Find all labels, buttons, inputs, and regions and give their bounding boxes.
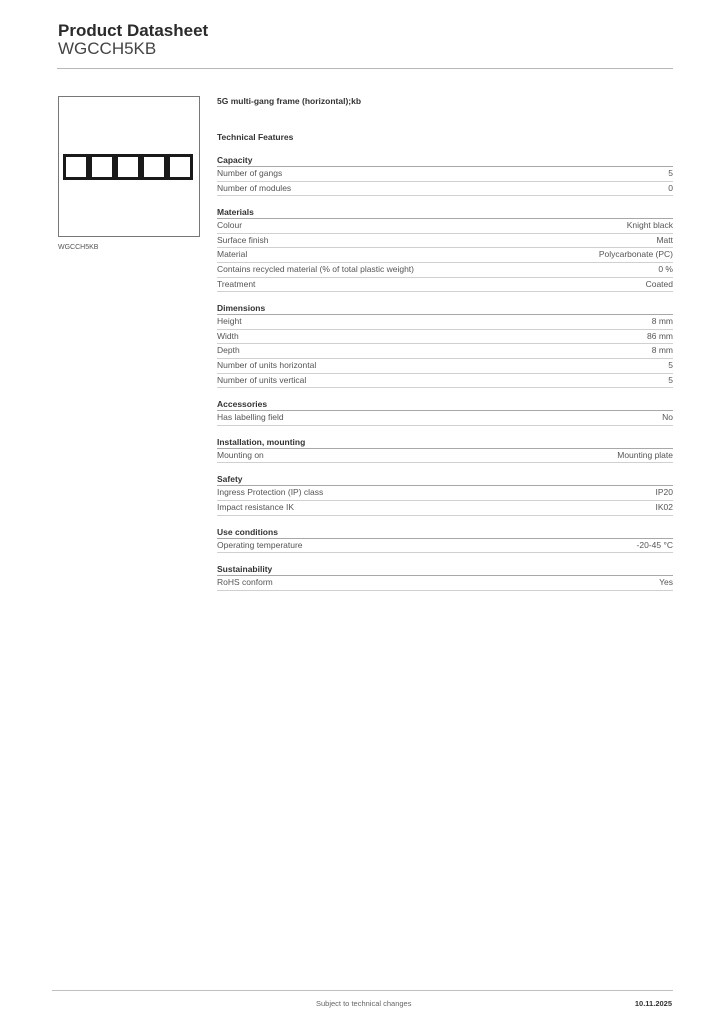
spec-label: Number of gangs [217,168,283,178]
product-name: 5G multi-gang frame (horizontal);kb [217,96,362,106]
product-image [58,96,200,237]
spec-value: Matt [656,234,673,245]
spec-row [217,344,673,359]
spec-section [217,436,673,464]
spec-value: No [662,412,673,423]
spec-value: Mounting plate [617,449,673,460]
spec-section [217,473,673,515]
spec-row [217,501,673,516]
spec-label: Depth [217,345,240,356]
spec-value: Polycarbonate (PC) [598,249,673,260]
spec-section [217,398,673,426]
image-caption: WGCCH5KB [58,244,99,251]
spec-row [217,167,673,182]
spec-row [217,182,673,197]
spec-value: IP20 [655,487,673,498]
spec-label: Has labelling field [217,412,284,423]
header-divider [57,68,673,69]
section-title: Use conditions [217,526,673,539]
spec-row [217,248,673,263]
spec-sections [217,154,673,591]
datasheet-content [217,95,673,591]
spec-value: -20-45 °C [636,539,673,550]
section-title: Materials [217,206,673,219]
spec-row [217,449,673,464]
gang-square [167,154,193,180]
spec-label: Ingress Protection (IP) class [217,487,324,498]
spec-label: Surface finish [217,234,269,245]
spec-label: Impact resistance IK [217,501,295,512]
spec-row [217,315,673,330]
spec-row [217,411,673,426]
spec-label: RoHS conform [217,577,273,588]
spec-value: IK02 [655,501,673,512]
spec-row [217,374,673,389]
spec-value: 86 mm [647,330,673,341]
spec-row [217,234,673,249]
spec-row [217,576,673,591]
section-title: Sustainability [217,563,673,576]
spec-label: Height [217,316,242,327]
footer-divider [52,990,673,991]
gang-square [89,154,115,180]
spec-value: 5 [668,374,673,385]
features-heading: Technical Features [217,132,294,142]
spec-label: Mounting on [217,449,264,460]
spec-label: Width [217,330,239,341]
gang-square [63,154,89,180]
spec-value: 8 mm [651,345,673,356]
spec-row [217,539,673,554]
spec-value: 8 mm [651,316,673,327]
spec-row [217,278,673,293]
spec-label: Number of modules [217,182,292,193]
spec-row [217,219,673,234]
spec-value: Coated [645,278,673,289]
spec-value: 0 [668,182,673,193]
section-title: Safety [217,473,673,486]
spec-row [217,330,673,345]
gang-square [141,154,167,180]
spec-section [217,526,673,554]
spec-label: Number of units vertical [217,374,307,385]
footer-note: Subject to technical changes [316,999,412,1008]
spec-label: Material [217,249,248,260]
multi-gang-frame-graphic [63,154,195,180]
spec-section [217,206,673,292]
spec-section [217,302,673,388]
section-title: Capacity [217,154,673,167]
spec-section [217,154,673,196]
spec-row [217,263,673,278]
spec-row [217,486,673,501]
spec-section [217,563,673,591]
spec-row [217,359,673,374]
spec-value: Yes [659,577,673,588]
spec-value: Knight black [626,220,673,231]
section-title: Accessories [217,398,673,411]
spec-value: 5 [668,359,673,370]
spec-label: Operating temperature [217,539,303,550]
gang-square [115,154,141,180]
footer-date: 10.11.2025 [634,999,672,1008]
spec-label: Colour [217,220,243,231]
section-title: Dimensions [217,302,673,315]
spec-label: Contains recycled material (% of total plastic weight) [217,263,414,274]
spec-label: Treatment [217,278,256,289]
page-title: Product Datasheet [58,21,209,40]
section-title: Installation, mounting [217,436,673,449]
spec-value: 0 % [658,263,673,274]
spec-value: 5 [668,168,673,178]
product-code: WGCCH5KB [58,39,157,58]
spec-label: Number of units horizontal [217,359,317,370]
